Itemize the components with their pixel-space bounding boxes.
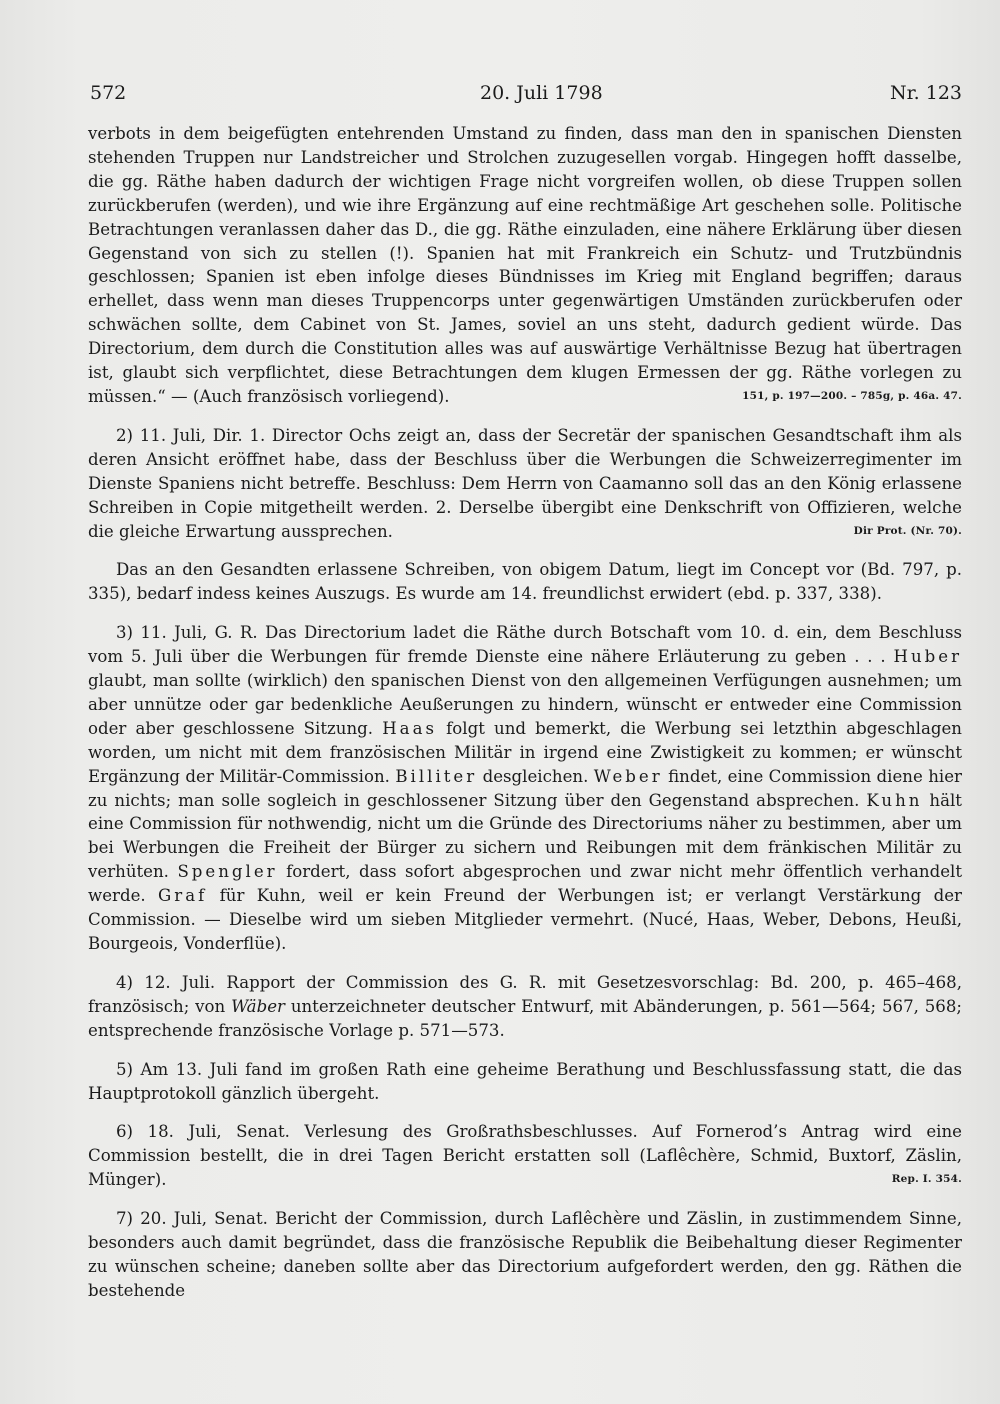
citation: Rep. I. 354. [891,1173,962,1186]
speaker-name: Billiter [395,766,478,786]
paragraph-5: 5) Am 13. Juli fand im großen Rath eine geheime Berathung und Beschlussfassung statt, die das Hauptprotokoll gänzlich übergeht. [88,1059,962,1103]
citation: 151, p. 197—200. – 785g, p. 46a. 47. [742,389,962,402]
paragraph-2-note: Das an den Gesandten erlassene Schreiben, von obigem Datum, liegt im Concept vor (Bd. 797, p. 335), bedarf indess keines Auszugs. Es wurde am 14. freundlichst erwidert (ebd. p. 337, 338). [88,560,962,604]
speaker-name: Kuhn [866,790,923,810]
paragraph-continuation: verbots in dem beigefügten entehrenden Umstand zu finden, dass man den in spanischen Diensten stehenden Truppen nur Landstreicher und Strolchen zuzugesellen vorgab. Hingegen hofft dasselbe, die gg. Räthe haben dadurch der wichtigen Frage nicht vorgreifen wollen, ob diese Truppen sollen zurückberufen (werden), und wie ihre Ergänzung auf eine rechtmäßige Art geschehen solle. Politische Betrachtungen veranlassen daher das D., die gg. Räthe einzuladen, eine nähere Erklärung über diesen Gegenstand von sich zu stellen (!). Spanien hat mit Frankreich ein Schutz- und Trutzbündnis geschlossen; Spanien ist eben infolge dieses Bündnisses im Krieg mit England begriffen; daraus erhellet, dass wenn man dieses Truppencorps unter gegenwärtigen Umständen zurückberufen oder schwächen sollte, dem Cabinet von St. James, soviel an uns steht, dadurch gedient würde. Das Directorium, dem durch die Constitution alles was auf auswärtige Verhältnisse Bezug hat übertragen ist, glaubt sich verpflichtet, diese Betrachtungen dem klugen Ermessen der gg. Räthe vorlegen zu müssen.“ — (Auch französisch vorliegend). 151, p. 197—200. – 785g, p. 46a. 47. [88,122,962,409]
page-number: 572 [90,82,127,104]
speaker-name: Huber [893,647,963,667]
speaker-name: Graf [158,886,208,906]
paragraph-7: 7) 20. Juli, Senat. Bericht der Commission, durch Laflêchère und Zäslin, in zustimmendem Sinne, besonders auch damit begründet, dass die französische Republik die Beibehaltung dieser Regimenter zu wünschen scheine; daneben sollte aber das Directorium aufgefordert werden, den gg. Räthen die bestehende [88,1209,962,1300]
paragraph-6: 6) 18. Juli, Senat. Verlesung des Großrathsbeschlusses. Auf Fornerod’s Antrag wird eine Commission bestellt, die in drei Tagen Bericht erstatten soll (Laflêchère, Schmid, Buxtorf, Zäslin, Münger). Rep. I. 354. [88,1120,962,1192]
paragraph-4: 4) 12. Juli. Rapport der Commission des G. R. mit Gesetzesvorschlag: Bd. 200, p. 465–468, französisch; von Wäber unterzeichneter deutscher Entwurf, mit Abänderungen, p. 561—564; 567, 568; entsprechende französische Vorlage p. 571—573. [88,972,963,1040]
speaker-name: Weber [593,766,663,786]
body-text [88,122,962,1303]
speaker-name: Haas [382,718,437,738]
italic-name: Wäber [231,996,285,1016]
document-number: Nr. 123 [890,82,962,104]
citation: Dir Prot. (Nr. 70). [853,524,962,537]
speaker-name: Spengler [177,862,278,882]
paragraph-3: 3) 11. Juli, G. R. Das Directorium ladet die Räthe durch Botschaft vom 10. d. ein, dem Beschluss vom 5. Juli über die Werbungen für fremde Dienste eine nähere Erläuterung zu geben . . . Huber glaubt, man sollte (wirklich) den spanischen Dienst von den allgemeinen Verfügungen ausnehmen; um aber unnütze oder gar bedenkliche Aeußerungen zu hindern, wünscht er entweder eine Commission oder aber geschlossene Sitzung. Haas folgt und bemerkt, die Werbung sei letzthin abgeschlagen worden, um nicht mit dem französischen Militär in irgend eine Zwistigkeit zu kommen; er wünscht Ergänzung der Militär-Commission. Billiter desgleichen. Weber findet, eine Commission diene hier zu nichts; man solle sogleich in geschlossener Sitzung über den Gegenstand absprechen. Kuhn hält eine Commission für nothwendig, nicht um die Gründe des Directoriums näher zu bestimmen, aber um bei Werbungen die Freiheit der Bürger zu sichern und Reibungen mit dem fränkischen Militär zu verhüten. Spengler fordert, dass sofort abgesprochen und zwar nicht mehr öffentlich verhandelt werde. Graf für Kuhn, weil er kein Freund der Werbungen ist; er verlangt Verstärkung der Commission. — Dieselbe wird um sieben Mitglieder vermehrt. (Nucé, Haas, Weber, Debons, Heußi, Bourgeois, Vonderflüe). [88,623,963,953]
header-date: 20. Juli 1798 [480,82,603,104]
page-header [90,82,962,112]
paragraph-2: 2) 11. Juli, Dir. 1. Director Ochs zeigt an, dass der Secretär der spanischen Gesandtschaft ihm als deren Ansicht eröffnet habe, dass der Beschluss über die Werbungen die Schweizerregimenter im Dienste Spaniens nicht betreffe. Beschluss: Dem Herrn von Caamanno soll das an den König erlassene Schreiben in Copie mitgetheilt werden. 2. Derselbe übergibt eine Denkschrift von Offizieren, welche die gleiche Erwartung aussprechen. Dir Prot. (Nr. 70). [88,424,962,544]
